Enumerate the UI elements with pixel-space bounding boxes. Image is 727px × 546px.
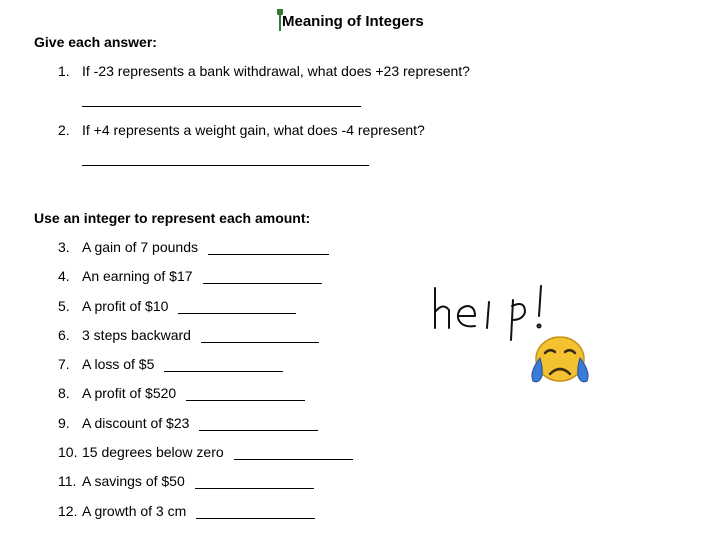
item-number: 4. xyxy=(58,268,70,284)
item-text: 15 degrees below zero xyxy=(82,444,224,460)
section1-heading: Give each answer: xyxy=(34,34,157,50)
answer-line-2[interactable] xyxy=(82,165,369,166)
item-text: 3 steps backward xyxy=(82,327,191,343)
item-number: 6. xyxy=(58,327,70,343)
answer-line-1[interactable] xyxy=(82,106,361,107)
answer-blank[interactable] xyxy=(178,299,296,314)
item-number: 9. xyxy=(58,415,70,431)
answer-blank[interactable] xyxy=(195,474,314,489)
item-number: 3. xyxy=(58,239,70,255)
item-number: 8. xyxy=(58,385,70,401)
list-item xyxy=(58,385,305,401)
crying-face-icon xyxy=(532,337,588,382)
item-number: 5. xyxy=(58,298,70,314)
answer-blank[interactable] xyxy=(208,240,329,255)
item-text: A loss of $5 xyxy=(82,356,155,372)
answer-blank[interactable] xyxy=(234,445,353,460)
list-item xyxy=(58,415,318,431)
list-item xyxy=(58,356,283,372)
item-text: An earning of $17 xyxy=(82,268,193,284)
item-number: 10. xyxy=(58,444,78,460)
list-item xyxy=(58,298,296,314)
text-cursor xyxy=(279,11,281,31)
question-text: If +4 represents a weight gain, what does -4 represent? xyxy=(82,122,425,138)
item-text: A profit of $10 xyxy=(82,298,169,314)
question-text: If -23 represents a bank withdrawal, what does +23 represent? xyxy=(82,63,470,79)
list-item xyxy=(58,473,314,489)
handwritten-annotation xyxy=(425,280,605,390)
list-item xyxy=(58,327,319,343)
item-text: A savings of $50 xyxy=(82,473,185,489)
answer-blank[interactable] xyxy=(186,386,305,401)
item-number: 12. xyxy=(58,503,78,519)
answer-blank[interactable] xyxy=(199,416,318,431)
item-number: 11. xyxy=(58,473,77,489)
item-text: A growth of 3 cm xyxy=(82,503,187,519)
answer-blank[interactable] xyxy=(201,328,319,343)
page-title: Meaning of Integers xyxy=(282,13,424,30)
answer-blank[interactable] xyxy=(164,357,283,372)
answer-blank[interactable] xyxy=(203,269,322,284)
question-number: 1. xyxy=(58,63,70,79)
list-item xyxy=(58,239,329,255)
list-item xyxy=(58,268,322,284)
item-text: A discount of $23 xyxy=(82,415,190,431)
item-number: 7. xyxy=(58,356,70,372)
question-1 xyxy=(58,63,470,79)
question-2 xyxy=(58,122,425,138)
item-text: A profit of $520 xyxy=(82,385,177,401)
list-item xyxy=(58,503,315,519)
item-text: A gain of 7 pounds xyxy=(82,239,198,255)
section2-heading: Use an integer to represent each amount: xyxy=(34,210,311,226)
list-item xyxy=(58,444,353,460)
question-number: 2. xyxy=(58,122,70,138)
handwritten-help-strokes xyxy=(435,286,541,340)
answer-blank[interactable] xyxy=(196,504,315,519)
